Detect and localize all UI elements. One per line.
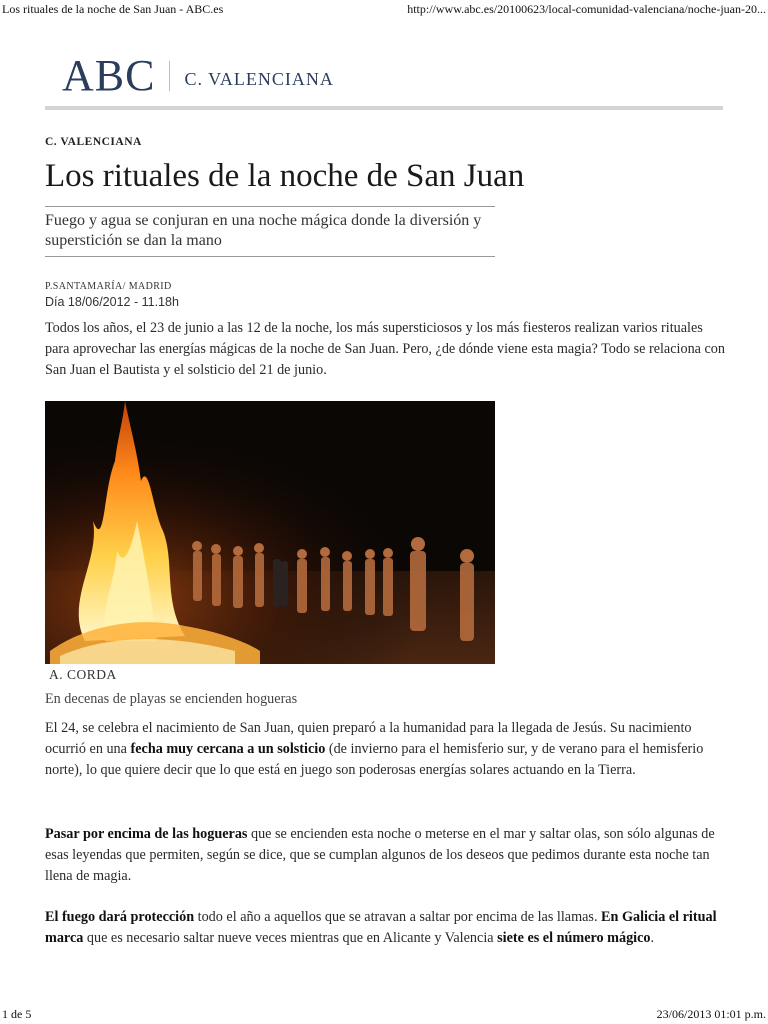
- paragraph-text: .: [650, 930, 655, 946]
- article-intro-paragraph: Todos los años, el 23 de junio a las 12 de la noche, los más supersticiosos y los más fiesteros realizan varios rituales para aprovechar las energías mágicas de la noche de San Juan. Pero, ¿de dónde viene esta magia? Todo se relaciona con San Juan el Bautista y el solsticio del 21 de junio.: [45, 320, 725, 378]
- subtitle-rule-bottom: [45, 256, 495, 257]
- paragraph-bold-text: siete es el número mágico: [497, 930, 651, 946]
- paragraph-text: El 24, se celebra el nacimiento de San Juan, quien preparó a la humanidad para la llegada de Jesús. Su nacimiento ocurrió en una: [45, 720, 692, 757]
- print-footer: [0, 1004, 768, 1024]
- article-byline: P.SANTAMARÍA/ MADRID: [45, 281, 172, 292]
- masthead-divider: [169, 61, 170, 91]
- photo-caption: En decenas de playas se encienden hogueras: [45, 691, 298, 707]
- paragraph-text: que es necesario saltar nueve veces mientras que en Alicante y Valencia: [83, 930, 498, 946]
- article-paragraph-fuego: [45, 907, 725, 949]
- bonfire-photo: [45, 401, 495, 664]
- article-paragraph-nacimiento: [45, 718, 725, 781]
- print-datetime: 23/06/2013 01:01 p.m.: [656, 1007, 766, 1021]
- masthead-rule: [45, 106, 723, 110]
- print-page-url: http://www.abc.es/20100623/local-comunidad-valenciana/noche-juan-20...: [407, 2, 766, 16]
- abc-logo[interactable]: ABC: [62, 51, 156, 100]
- print-page-title: Los rituales de la noche de San Juan - ABC.es: [2, 2, 224, 16]
- subtitle-rule-top: [45, 206, 495, 207]
- paragraph-text: todo el año a aquellos que se atravan a saltar por encima de las llamas.: [194, 909, 602, 925]
- print-page-number: 1 de 5: [2, 1007, 32, 1021]
- paragraph-bold-text: En Galicia el ritual marca: [45, 909, 717, 946]
- photo-credit: A. CORDA: [49, 667, 117, 682]
- paragraph-bold-text: El fuego dará protección: [45, 909, 195, 925]
- article-headline: Los rituales de la noche de San Juan: [45, 158, 525, 194]
- article-subtitle: Fuego y agua se conjuran en una noche mágica donde la diversión y superstición se dan la mano: [45, 212, 482, 249]
- print-header: [0, 0, 768, 18]
- article-dateline: Día 18/06/2012 - 11.18h: [45, 295, 179, 309]
- paragraph-bold-text: Pasar por encima de las hogueras: [45, 826, 248, 842]
- paragraph-text: que se encienden esta noche o meterse en el mar y saltar olas, son sólo algunas de esas leyendas que permiten, según se dice, que se cumplan algunos de los deseos que pedimos durante esta noche tan llena de magia.: [45, 826, 715, 884]
- paragraph-text: (de invierno para el hemisferio sur, y de verano para el hemisferio norte), lo que quiere decir que lo que está en juego son poderosas energías solares actuando en la Tierra.: [45, 741, 704, 778]
- masthead: [62, 52, 334, 100]
- paragraph-bold-text: fecha muy cercana a un solsticio: [130, 741, 326, 757]
- article-section-label[interactable]: C. VALENCIANA: [45, 136, 142, 148]
- masthead-section-link[interactable]: C. VALENCIANA: [184, 68, 334, 89]
- article-paragraph-hogueras: [45, 824, 725, 887]
